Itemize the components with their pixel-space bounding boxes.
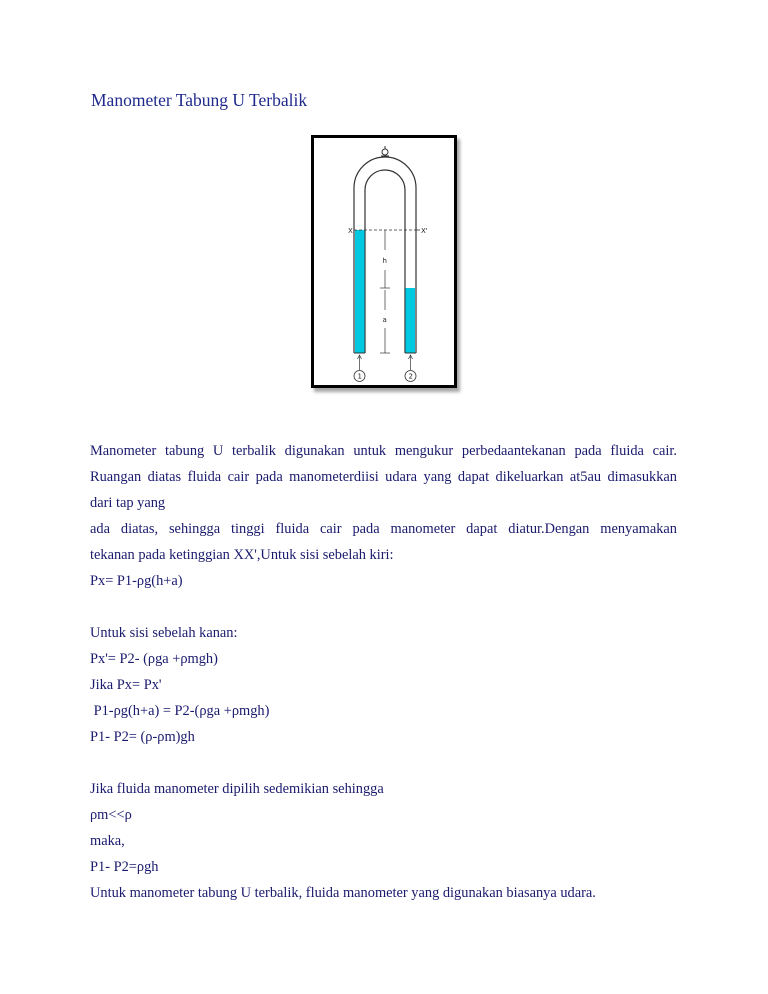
paragraph-line: tekanan pada ketinggian XX',Untuk sisi sebelah kiri:	[90, 547, 394, 563]
paragraph-line: Manometer tabung U terbalik digunakan untuk mengukur perbedaantekanan pada fluida cair.	[90, 443, 677, 459]
manometer-diagram	[314, 138, 454, 385]
paragraph-line: ada diatas, sehingga tinggi fluida cair pada manometer dapat diatur.Dengan menyamakan	[90, 521, 677, 537]
equation: Px= P1-ρg(h+a)	[90, 573, 183, 589]
left-fluid-column	[355, 230, 365, 353]
equation: ρm<<ρ	[90, 807, 132, 823]
paragraph-line: maka,	[90, 833, 125, 849]
body-text	[90, 438, 677, 906]
label-x-prime: X'	[421, 227, 428, 235]
equation: P1-ρg(h+a) = P2-(ρga +ρmgh)	[90, 703, 270, 719]
label-x: X	[348, 227, 353, 235]
label-a: a	[382, 316, 387, 324]
equation: Jika Px= Px'	[90, 677, 162, 693]
equation: Px'= P2- (ρga +ρmgh)	[90, 651, 218, 667]
paragraph-line: Untuk sisi sebelah kanan:	[90, 625, 238, 641]
tube-1-label: 1	[357, 372, 362, 381]
right-fluid-column	[406, 288, 416, 353]
paragraph-line: Ruangan diatas fluida cair pada manometerdiisi udara yang dapat dikeluarkan at5au dimasukkan	[90, 469, 677, 485]
paragraph-line: Jika fluida manometer dipilih sedemikian sehingga	[90, 781, 384, 797]
tube-2-label: 2	[408, 372, 413, 381]
equation: P1- P2=ρgh	[90, 859, 159, 875]
paragraph-line: Untuk manometer tabung U terbalik, fluida manometer yang digunakan biasanya udara.	[90, 885, 596, 901]
paragraph-line: dari tap yang	[90, 495, 166, 511]
page-title: Manometer Tabung U Terbalik	[91, 90, 308, 110]
label-h: h	[382, 257, 387, 265]
manometer-figure	[311, 135, 457, 388]
equation: P1- P2= (ρ-ρm)gh	[90, 729, 195, 745]
tap-valve-icon	[381, 146, 389, 156]
